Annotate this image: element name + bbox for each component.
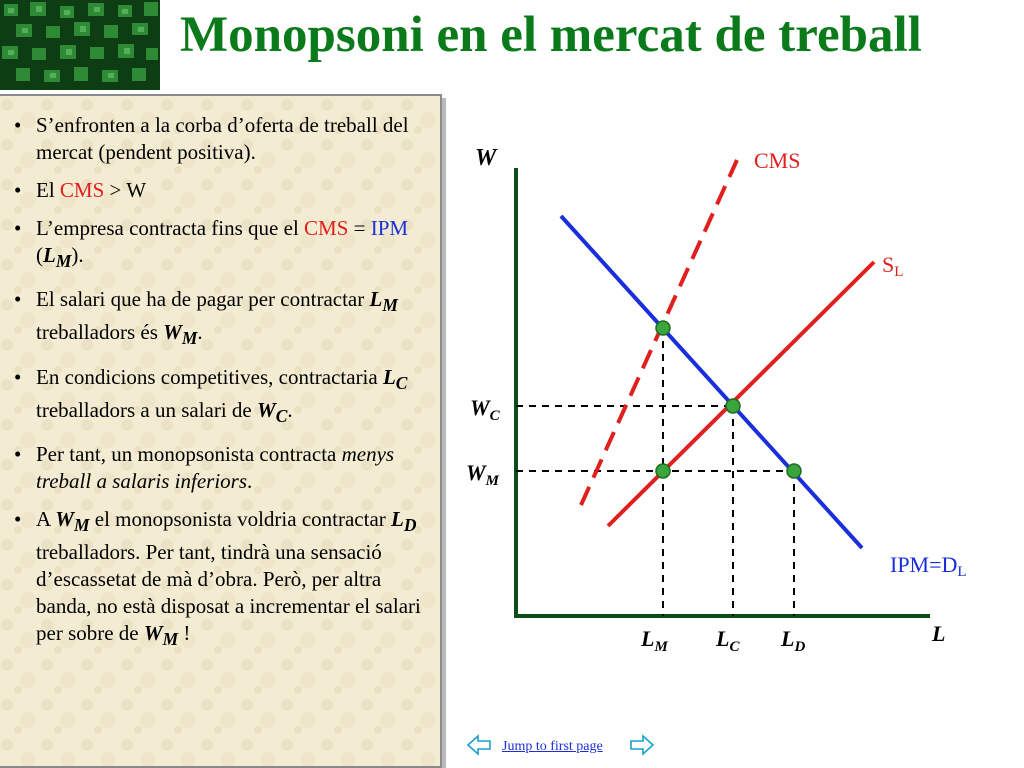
page-title: Monopsoni en el mercat de treball [180,7,922,63]
monopsony-diagram [450,130,1010,670]
bullet-item: • A $W_M$ el monopsonista voldria contractar $L_D$ treballadors. Per tant, tindrà una sensació d’escassetat de mà d’obra. Però, per altra banda, no està disposat a incrementar el salari per sobre de $W_M$ ! [12,506,432,653]
supply-label: SL [882,252,904,280]
ld-label: $L_D$ [781,626,806,655]
y-axis-label: W [475,145,497,171]
bullet-item: • S’enfronten a la corba d’oferta de treball del mercat (pendent positiva). [12,112,432,166]
logo [0,0,160,90]
bullet-list [12,112,432,664]
supply-curve [608,262,874,526]
lm-label: $L_M$ [641,626,668,655]
jump-to-first-page-link[interactable]: Jump to first page [502,739,603,754]
point-desired-demand [787,464,801,478]
lc-label: $L_C$ [716,626,740,655]
bullet-item: • El CMS > W [12,177,432,204]
bullet-panel [0,94,442,768]
slide-navigation [466,734,655,760]
bullet-item: • En condicions competitives, contractaria $L_C$ treballadors a un salari de $W_C$. [12,364,432,430]
point-cms-ipm [656,321,670,335]
point-monopsony-wage [656,464,670,478]
x-axis-label: L [932,621,946,646]
right-arrow-icon[interactable] [629,734,655,761]
bullet-item: • L’empresa contracta fins que el CMS = IPM $(L_M)$. [12,215,432,275]
guide-lines [516,328,794,616]
bullet-item: • Per tant, un monopsonista contracta menys treball a salaris inferiors. [12,441,432,495]
left-arrow-icon[interactable] [466,734,492,761]
cms-label: CMS [754,148,801,173]
wm-label: $W_M$ [466,460,499,489]
wc-label: $W_C$ [470,395,500,424]
point-competitive [726,399,740,413]
demand-label: IPM=DL [890,552,967,580]
bullet-item: • El salari que ha de pagar per contractar $L_M$ treballadors és $W_M$. [12,286,432,352]
demand-curve [561,216,862,548]
